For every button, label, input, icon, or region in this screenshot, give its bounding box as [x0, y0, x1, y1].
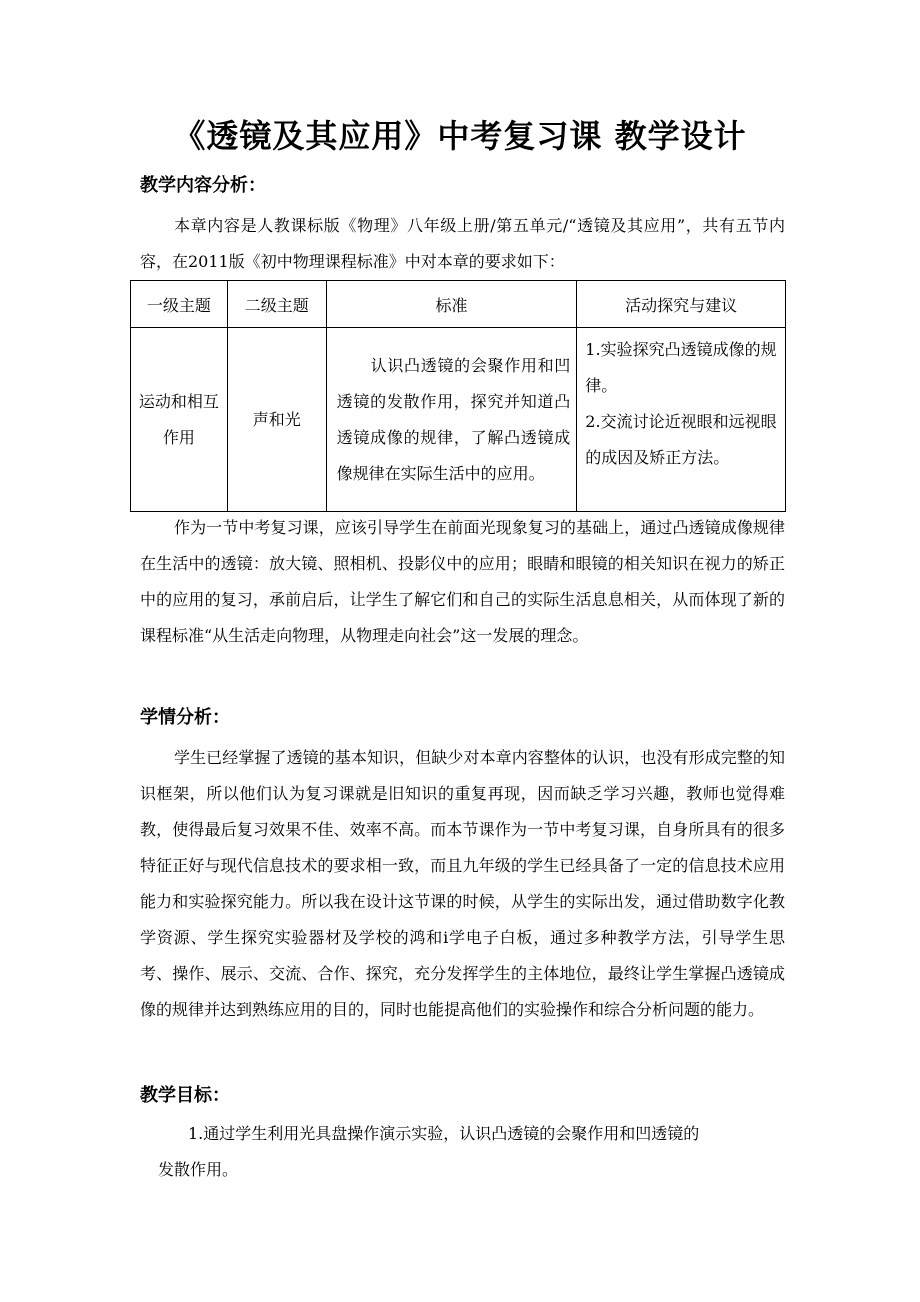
document-title: 《透镜及其应用》中考复习课 教学设计 — [173, 117, 747, 155]
table-header-cell: 活动探究与建议 — [577, 281, 786, 328]
table-cell-activity — [577, 328, 786, 512]
table-row — [131, 328, 786, 512]
standard-body: 认识凸透镜的会聚作用和凹透镜的发散作用，探究并知道凸透镜成像的规律，了解凸透镜成像规律在实际生活中的应用。 — [336, 355, 571, 483]
table-header-cell: 标准 — [326, 281, 577, 328]
standard-text — [327, 344, 577, 496]
content-analysis-intro: 本章内容是人教课标版《物理》八年级上册/第五单元/“透镜及其应用”，共有五节内容，在2011版《初中物理课程标准》中对本章的要求如下： — [140, 216, 785, 271]
goal-item-1-line2: 发散作用。 — [158, 1160, 239, 1179]
content-analysis-body: 作为一节中考复习课，应该引导学生在前面光现象复习的基础上，通过凸透镜成像规律在生活中的透镜：放大镜、照相机、投影仪中的应用；眼睛和眼镜的相关知识在视力的矫正中的应用的复习，承前启后，让学生了解它们和自己的实际生活息息相关，从而体现了新的课程标准“从生活走向物理，从物理走向社会”这一发展的理念。 — [140, 518, 785, 645]
level1-text: 运动和相互作用 — [138, 391, 219, 447]
level2-text: 声和光 — [252, 409, 301, 429]
activity-item-1: 1.实验探究凸透镜成像的规律。 — [585, 340, 777, 395]
table-header-cell: 二级主题 — [227, 281, 326, 328]
curriculum-standard-table — [130, 280, 786, 512]
student-analysis-body: 学生已经掌握了透镜的基本知识，但缺少对本章内容整体的认识，也没有形成完整的知识框架，所以他们认为复习课就是旧知识的重复再现，因而缺乏学习兴趣，教师也觉得难教，使得最后复习效果不佳、效率不高。而本节课作为一节中考复习课，自身所具有的很多特征正好与现代信息技术的要求相一致，而且九年级的学生已经具备了一定的信息技术应用能力和实验探究能力。所以我在设计这节课的时候，从学生的实际出发，通过借助数字化教学资源、学生探究实验器材及学校的鸿和i学电子白板，通过多种教学方法，引导学生思考、操作、展示、交流、合作、探究，充分发挥学生的主体地位，最终让学生掌握凸透镜成像的规律并达到熟练应用的目的，同时也能提高他们的实验操作和综合分析问题的能力。 — [140, 748, 785, 1019]
activity-item-2: 2.交流讨论近视眼和远视眼的成因及矫正方法。 — [585, 412, 777, 467]
content-analysis-heading: 教学内容分析： — [140, 175, 266, 196]
student-analysis-heading: 学情分析： — [140, 707, 230, 728]
teaching-goals-heading: 教学目标： — [140, 1085, 230, 1106]
table-header-row — [131, 281, 786, 328]
table-cell-level1 — [131, 328, 228, 512]
goal-item-1-line1: 1.通过学生利用光具盘操作演示实验，认识凸透镜的会聚作用和凹透镜的 — [188, 1124, 700, 1143]
table-header-cell: 一级主题 — [131, 281, 228, 328]
goal-item-1 — [158, 1116, 784, 1188]
activity-text — [577, 328, 785, 480]
table-cell-standard — [326, 328, 577, 512]
table-cell-level2 — [227, 328, 326, 512]
